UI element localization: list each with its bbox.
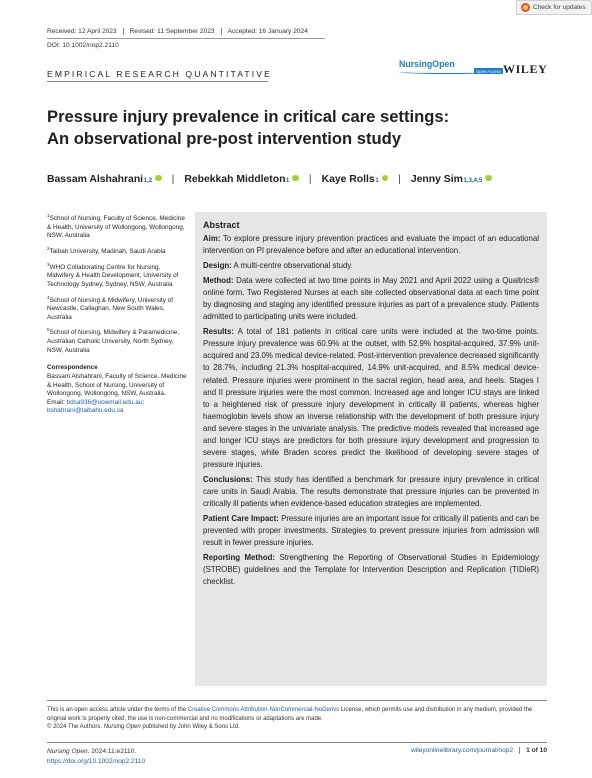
affiliation-number: 1 [47, 213, 50, 218]
aim-text: To explore pressure injury prevention practices and evaluate the impact of an educational intervention on PI prevalence before and after an educational intervention. [203, 234, 539, 256]
title-line-1: Pressure injury prevalence in critical care settings: [47, 107, 450, 126]
author-name: Bassam Alshahrani [47, 174, 144, 185]
email-link-2[interactable]: bshahrani@taibahu.edu.sa [47, 407, 124, 415]
affiliation-number: 3 [47, 261, 50, 267]
author-separator: | [398, 174, 401, 185]
method-label: Method: [203, 276, 234, 286]
email-separator: ; [142, 398, 145, 406]
received-date: Received: 12 April 2023 [47, 28, 117, 35]
abstract-reporting-method [203, 552, 539, 588]
reporting-label: Reporting Method: [203, 553, 276, 563]
cc-license-link[interactable]: Creative Commons Attribution-NonCommercial-NoDerivs [187, 707, 340, 713]
publisher-branding [399, 59, 547, 83]
footer-doi-link[interactable]: https://doi.org/10.1002/nop2.2110 [47, 758, 146, 765]
correspondence-heading: Correspondence [47, 364, 98, 372]
design-text: A multi-centre observational study. [231, 261, 353, 271]
affiliation-text: School of Nursing & Midwifery, University of Newcastle, Callaghan, New South Wales, Australia [47, 296, 174, 321]
aim-label: Aim: [203, 234, 221, 243]
section-label: EMPIRICAL RESEARCH QUANTITATIVE [47, 69, 272, 79]
citation-line [47, 747, 145, 757]
author[interactable] [184, 174, 299, 185]
article-doi: DOI: 10.1002/nop2.2110 [47, 42, 119, 49]
affiliation-number: 4 [47, 294, 50, 300]
impact-label: Patient Care Impact: [203, 514, 279, 524]
correspondence-address: Bassam Alshahrani, Faculty of Science, Medicine & Health, School of Nursing, University of Wollongong, Wollongong, NSW, Australia. [47, 372, 187, 398]
journal-site-link[interactable]: wileyonlinelibrary.com/journal/nop2 [411, 747, 520, 754]
license-text [47, 706, 547, 723]
conclusions-text: This study has identified a benchmark for pressure injury prevalence in critical care units in Saudi Arabia. The results demonstrate that pressure injuries can be prevented in critically ill patients when evidence-based education strategies are implemented. [203, 474, 539, 508]
abstract-results [203, 326, 539, 471]
affiliation [47, 294, 187, 323]
accepted-date: Accepted: 16 January 2024 [221, 28, 314, 35]
check-updates-label: Check for updates [533, 4, 586, 11]
impact-text: Pressure injuries are an important issue for critically ill patients and can be prevented with proper investments. Strategies to prevent pressure injuries from admission will result in fewer pressure injuries. [203, 514, 539, 548]
page-number: 1 of 10 [526, 747, 547, 754]
author-separator: | [308, 174, 312, 185]
email-link-1[interactable]: bdsa936@uowmail.edu.au [66, 398, 143, 406]
orcid-icon[interactable] [485, 175, 492, 182]
email-label: Email: [47, 398, 67, 406]
author-affil-sup[interactable]: 1,2 [143, 177, 153, 184]
affiliation-text: Taibah University, Madinah, Saudi Arabia [49, 248, 166, 256]
method-text: Data were collected at two time points in May 2021 and April 2022 using a Qualtrics® online form. Two Registered Nurses at each site collected observational data at each time point by diagnosing and staging any identified pressure injuries as part of a prevalence study. Patients admitted to participating units were included. [203, 276, 539, 322]
affiliation [47, 261, 187, 290]
abstract-aim [203, 233, 539, 257]
design-label: Design: [203, 261, 232, 271]
results-label: Results: [203, 327, 234, 337]
author[interactable] [322, 174, 389, 185]
journal-logo: NursingOpen [399, 59, 455, 69]
license-notice [47, 700, 547, 732]
affiliation [47, 326, 187, 355]
orcid-icon[interactable] [155, 175, 162, 182]
correspondence-body [47, 373, 187, 416]
author-name: Rebekkah Middleton [184, 174, 286, 185]
author-affil-sup[interactable]: 1 [285, 177, 290, 184]
affiliation [47, 245, 187, 257]
header-rule [47, 38, 325, 39]
footer-citation [47, 747, 145, 767]
abstract-patient-care-impact [203, 513, 539, 549]
abstract-conclusions [203, 474, 539, 510]
footer-rule [47, 742, 547, 743]
author-list [47, 174, 492, 185]
article-dates [47, 28, 314, 35]
author-affil-sup[interactable]: 1,3,4,5 [463, 177, 483, 184]
author[interactable] [411, 174, 492, 185]
wiley-logo: WILEY [503, 62, 548, 76]
title-line-2: An observational pre-post intervention study [47, 129, 402, 148]
footer-journal: Nursing Open [47, 748, 88, 755]
author[interactable] [47, 174, 162, 185]
abstract-heading: Abstract [203, 220, 240, 230]
reporting-text: Strengthening the Reporting of Observational Studies in Epidemiology (STROBE) guidelines and the Template for Intervention Description and Replication (TIDieR) checklist. [203, 553, 539, 587]
copyright-journal: Nursing Open [103, 724, 141, 731]
article-title [47, 106, 547, 150]
affiliation-text: School of Nursing, Midwifery & Paramedicine, Australian Catholic University, North Sydney, NSW, Australia [47, 329, 180, 354]
affiliation-text: WHO Collaborating Centre for Nursing, Midwifery & Health Development, University of Technology Sydney, Sydney, NSW, Australia [47, 263, 179, 288]
affiliation-number: 5 [47, 327, 50, 333]
affiliation-text: School of Nursing, Faculty of Science, Medicine & Health, University of Wollongong, Wollongong, NSW, Australia [47, 215, 185, 240]
license-pre: This is an open access article under the terms of the [47, 707, 188, 713]
results-text: A total of 181 patients in critical care units were included at the two-time points. Pressure injury prevalence was 60.9% at the outset, with 52.9% hospital-acquired, 37.9% unit-acquired and 23.0% medical device-related. Post-intervention prevalence decreased significantly to 28.7%, including 21.3% hospital-acquired, 14.9% unit-acquired, and 8.5% medical device-related. Pressure injuries were prominent in the sacral region, head area, and heels. Stages I and II pressure injuries were the most common. Increased age and longer ICU stays are linked to a heightened risk of pressure injury development in critically ill patients, whereas higher haemoglobin levels show an inverse relationship with the development of both pressure injury and severe stages in the univariate analysis. The predictive models revealed that increased age and longer ICU stays are predictors for both pressure injury development and progression to severe stages, while Braden scores predict the likelihood of developing severe stages of pressure injuries. [203, 327, 539, 469]
crossmark-icon [521, 3, 530, 12]
affiliation-number: 2 [47, 245, 50, 251]
copyright-post: published by John Wiley & Sons Ltd. [140, 724, 240, 731]
revised-date: Revised: 11 September 2023 [123, 28, 221, 35]
author-name: Kaye Rolls [321, 174, 375, 185]
copyright-pre: © 2024 The Authors. [47, 724, 104, 731]
author-name: Jenny Sim [410, 174, 463, 185]
license-post: License, which permits use and distribution in any medium, provided the original work is properly cited, the use is non-commercial and no modifications or adaptations are made. [47, 707, 533, 722]
affiliations [47, 212, 187, 416]
orcid-icon[interactable] [382, 175, 389, 182]
copyright-line [47, 723, 547, 732]
affiliation [47, 212, 187, 241]
abstract-box [195, 212, 547, 686]
check-for-updates-badge[interactable] [516, 0, 592, 15]
orcid-icon[interactable] [292, 175, 299, 182]
footer-volume: . 2024;11:e2110. [87, 748, 137, 755]
footer-right [411, 747, 547, 754]
author-separator: | [171, 174, 175, 185]
conclusions-label: Conclusions: [203, 474, 253, 484]
author-affil-sup[interactable]: 1 [375, 177, 379, 184]
abstract-design [203, 260, 539, 272]
open-access-badge: Open Access [476, 68, 501, 74]
abstract-method [203, 275, 539, 323]
section-rule [47, 81, 268, 82]
